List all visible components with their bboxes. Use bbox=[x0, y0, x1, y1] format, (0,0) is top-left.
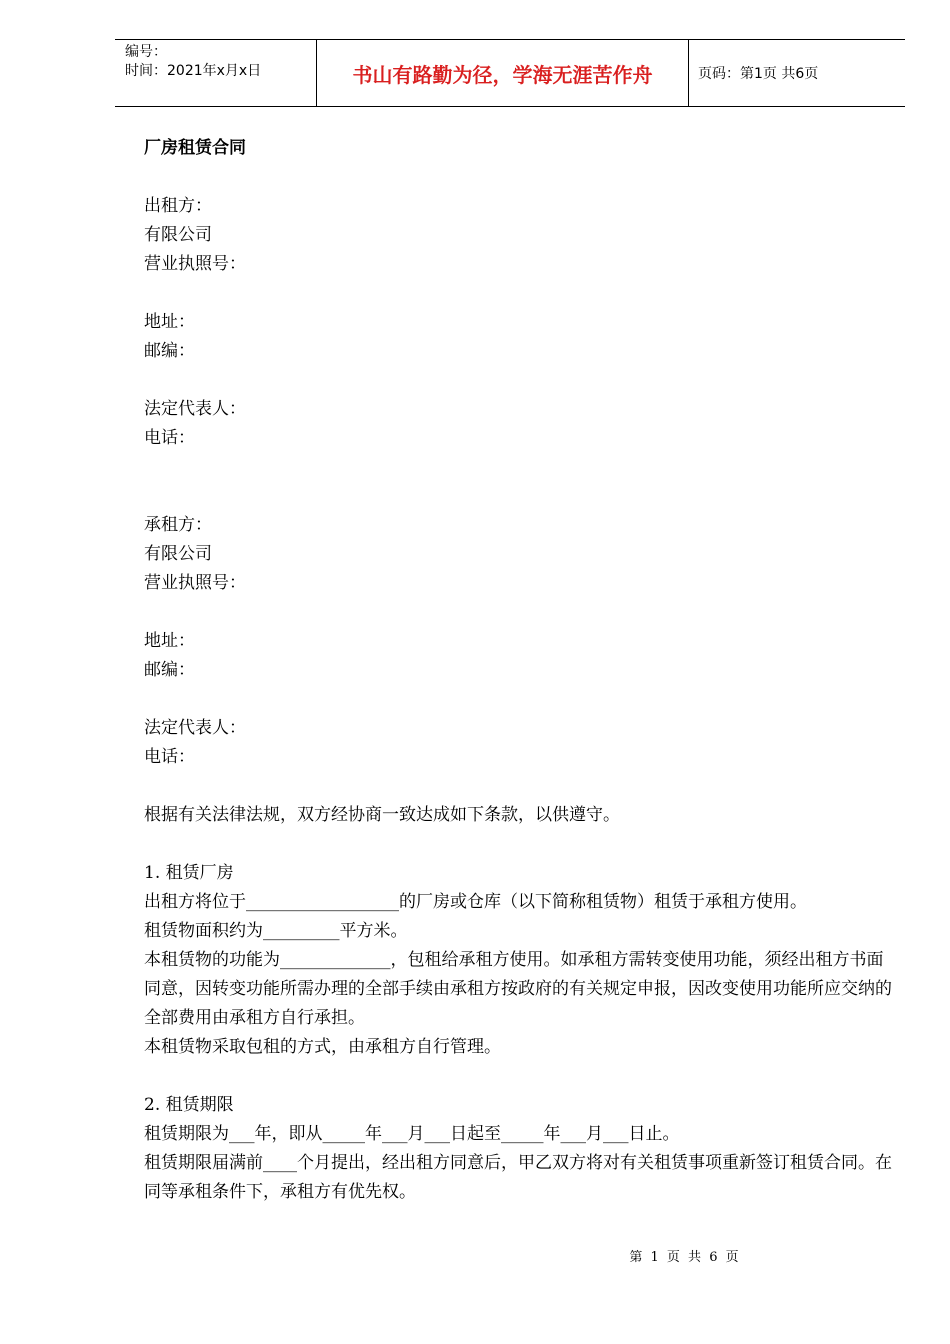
lessor-rep: 法定代表人： bbox=[144, 399, 246, 419]
paragraph: 租赁期限届满前____个月提出，经出租方同意后，甲乙双方将对有关租赁事项重新签订租赁合同。在同等承租条件下，承租方有优先权。 bbox=[144, 1153, 892, 1202]
lessee-address: 地址： bbox=[144, 631, 195, 651]
paragraph: 租赁期限为___年，即从_____年___月___日起至_____年___月___日止。 bbox=[144, 1124, 680, 1144]
time-label: 时间：2021年x月x日 bbox=[125, 63, 262, 79]
paragraph: 出租方将位于__________________的厂房或仓库（以下简称租赁物）租赁于承租方使用。 bbox=[144, 892, 807, 912]
lessor-phone: 电话： bbox=[144, 428, 195, 448]
lessee-rep: 法定代表人： bbox=[144, 718, 246, 738]
section-lease-premises bbox=[144, 859, 896, 1062]
lessor-address: 地址： bbox=[144, 312, 195, 332]
section-heading: 1. 租赁厂房 bbox=[144, 863, 234, 883]
header-slogan: 书山有路勤为径，学海无涯苦作舟 bbox=[316, 40, 689, 106]
header-meta bbox=[115, 40, 316, 106]
document-body bbox=[144, 134, 896, 1207]
header-page-info: 页码：第1页 共6页 bbox=[698, 66, 819, 82]
document-title: 厂房租赁合同 bbox=[144, 138, 246, 158]
lessee-phone: 电话： bbox=[144, 747, 195, 767]
page-footer: 第 1 页 共 6 页 bbox=[629, 1250, 741, 1265]
lessor-label: 出租方： bbox=[144, 196, 212, 216]
lessor-block bbox=[144, 192, 896, 453]
lessor-company: 有限公司 bbox=[144, 225, 212, 245]
lessee-company: 有限公司 bbox=[144, 544, 212, 564]
section-lease-term bbox=[144, 1091, 896, 1207]
lessee-license: 营业执照号： bbox=[144, 573, 246, 593]
lessee-label: 承租方： bbox=[144, 515, 212, 535]
lessor-license: 营业执照号： bbox=[144, 254, 246, 274]
page-header bbox=[115, 39, 905, 107]
serial-label: 编号： bbox=[125, 44, 167, 60]
intro-paragraph: 根据有关法律法规，双方经协商一致达成如下条款，以供遵守。 bbox=[144, 805, 620, 825]
lessor-postcode: 邮编： bbox=[144, 341, 195, 361]
lessee-block bbox=[144, 511, 896, 772]
paragraph: 租赁物面积约为_________平方米。 bbox=[144, 921, 408, 941]
paragraph: 本租赁物的功能为_____________，包租给承租方使用。如承租方需转变使用功能，须经出租方书面同意，因转变功能所需办理的全部手续由承租方按政府的有关规定申报，因改变使用功能所应交纳的全部费用由承租方自行承担。 bbox=[144, 950, 892, 1028]
lessee-postcode: 邮编： bbox=[144, 660, 195, 680]
paragraph: 本租赁物采取包租的方式，由承租方自行管理。 bbox=[144, 1037, 501, 1057]
section-heading: 2. 租赁期限 bbox=[144, 1095, 234, 1115]
